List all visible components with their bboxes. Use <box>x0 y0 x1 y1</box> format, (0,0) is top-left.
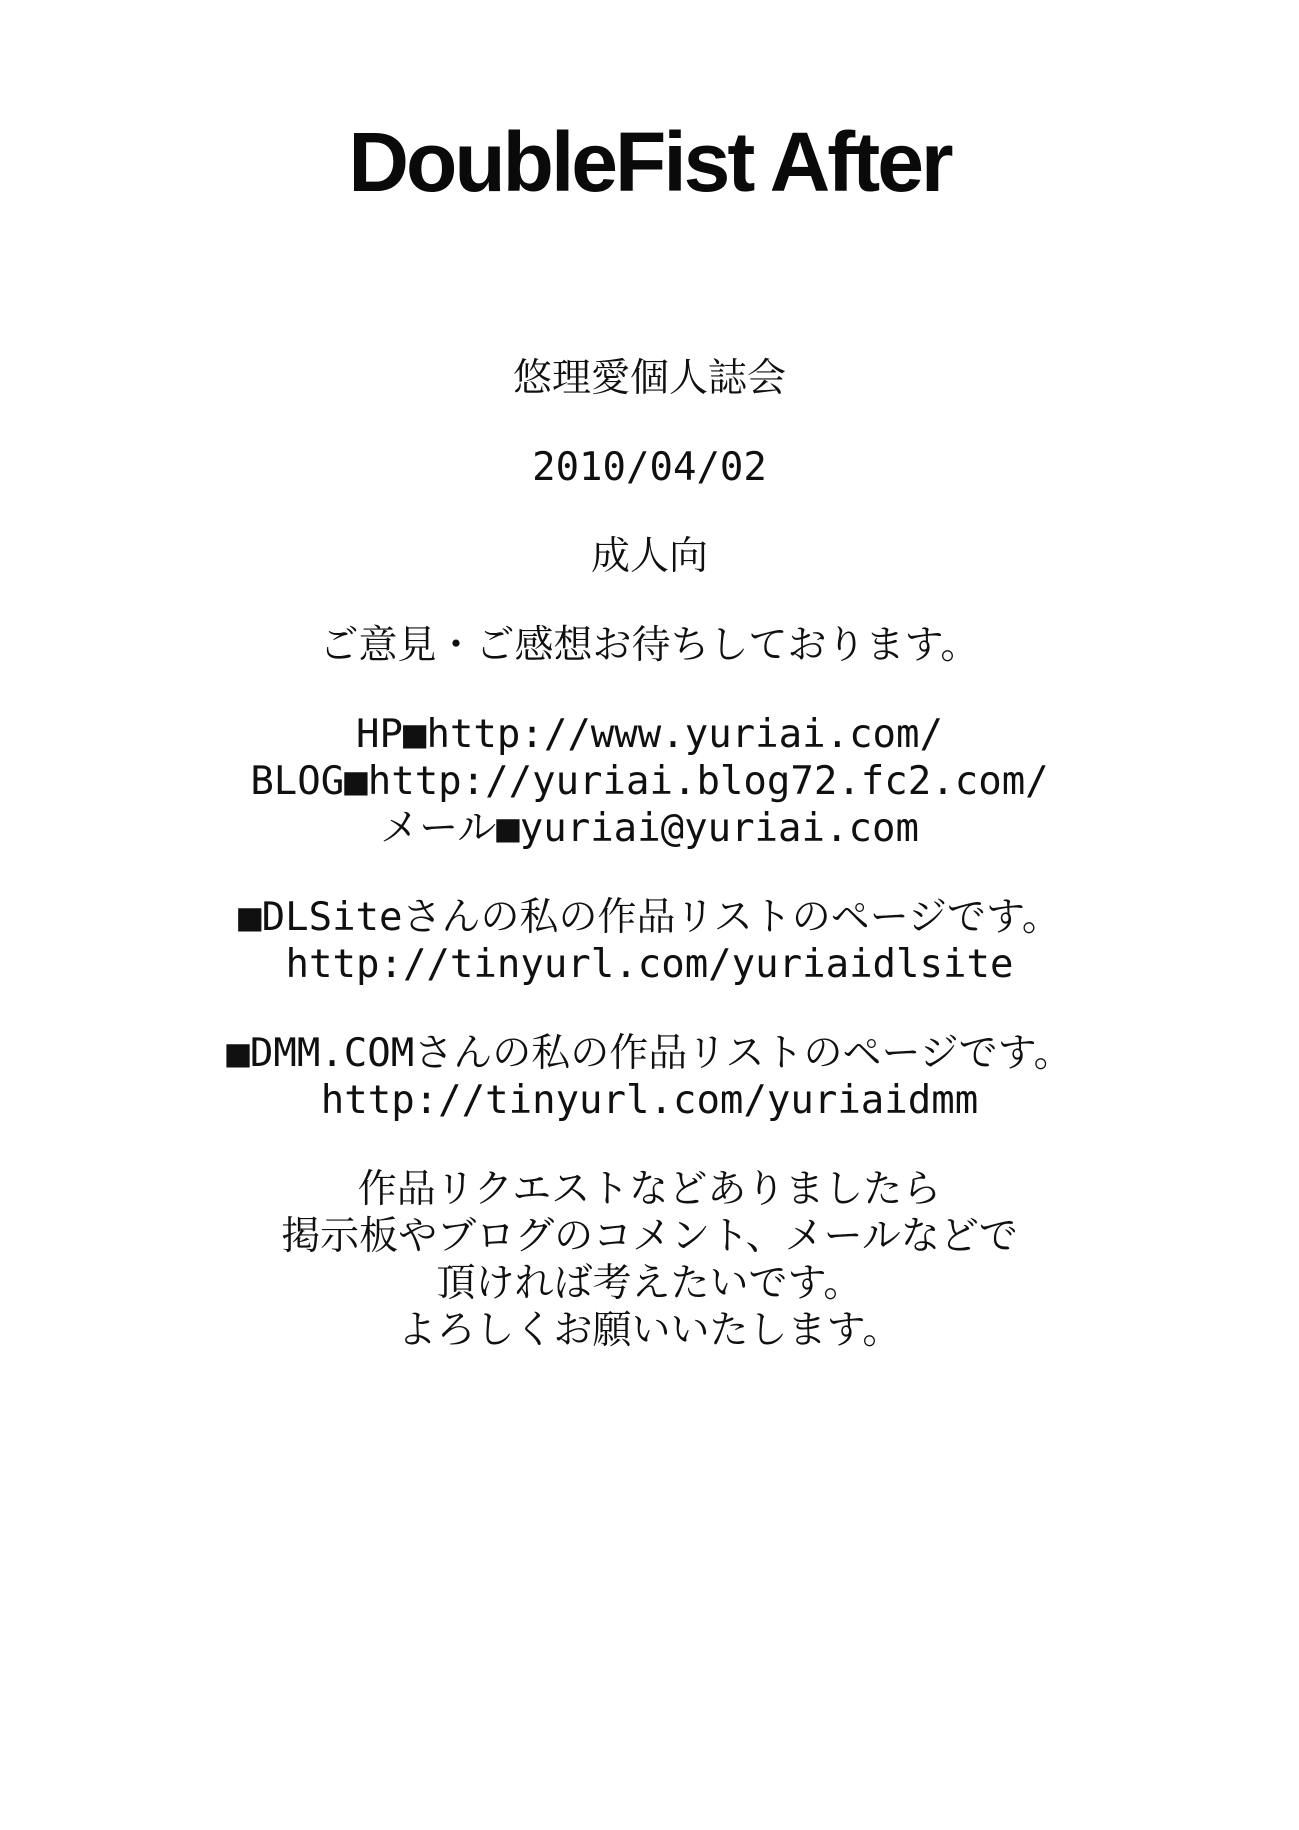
homepage-url-line: HP■http://www.yuriai.com/ <box>356 712 943 757</box>
request-note-line-2: 掲示板やブログのコメント、メールなどで <box>281 1214 1018 1259</box>
request-note-line-4: よろしくお願いいたします。 <box>397 1308 902 1353</box>
greeting-text: ご意見・ご感想お待ちしております。 <box>319 623 980 668</box>
dlsite-note: ■DLSiteさんの私の作品リストのページです。 <box>238 895 1061 940</box>
blog-url-line: BLOG■http://yuriai.blog72.fc2.com/ <box>250 759 1049 804</box>
publish-date: 2010/04/02 <box>532 445 767 490</box>
dmm-url: http://tinyurl.com/yuriaidmm <box>320 1078 979 1123</box>
dlsite-block <box>0 894 1299 988</box>
circle-name: 悠理愛個人誌会 <box>512 356 786 401</box>
page-title: DoubleFist After <box>348 115 951 209</box>
request-note-block <box>0 1166 1299 1354</box>
request-note-line-1: 作品リクエストなどありましたら <box>357 1167 942 1212</box>
dlsite-url: http://tinyurl.com/yuriaidlsite <box>285 942 1014 987</box>
request-note-line-3: 頂ければ考えたいです。 <box>436 1261 863 1306</box>
dmm-note: ■DMM.COMさんの私の作品リストのページです。 <box>226 1031 1073 1076</box>
mail-address-line: メール■yuriai@yuriai.com <box>380 806 919 851</box>
rating-label: 成人向 <box>590 534 708 579</box>
contact-block <box>0 711 1299 852</box>
dmm-block <box>0 1030 1299 1124</box>
